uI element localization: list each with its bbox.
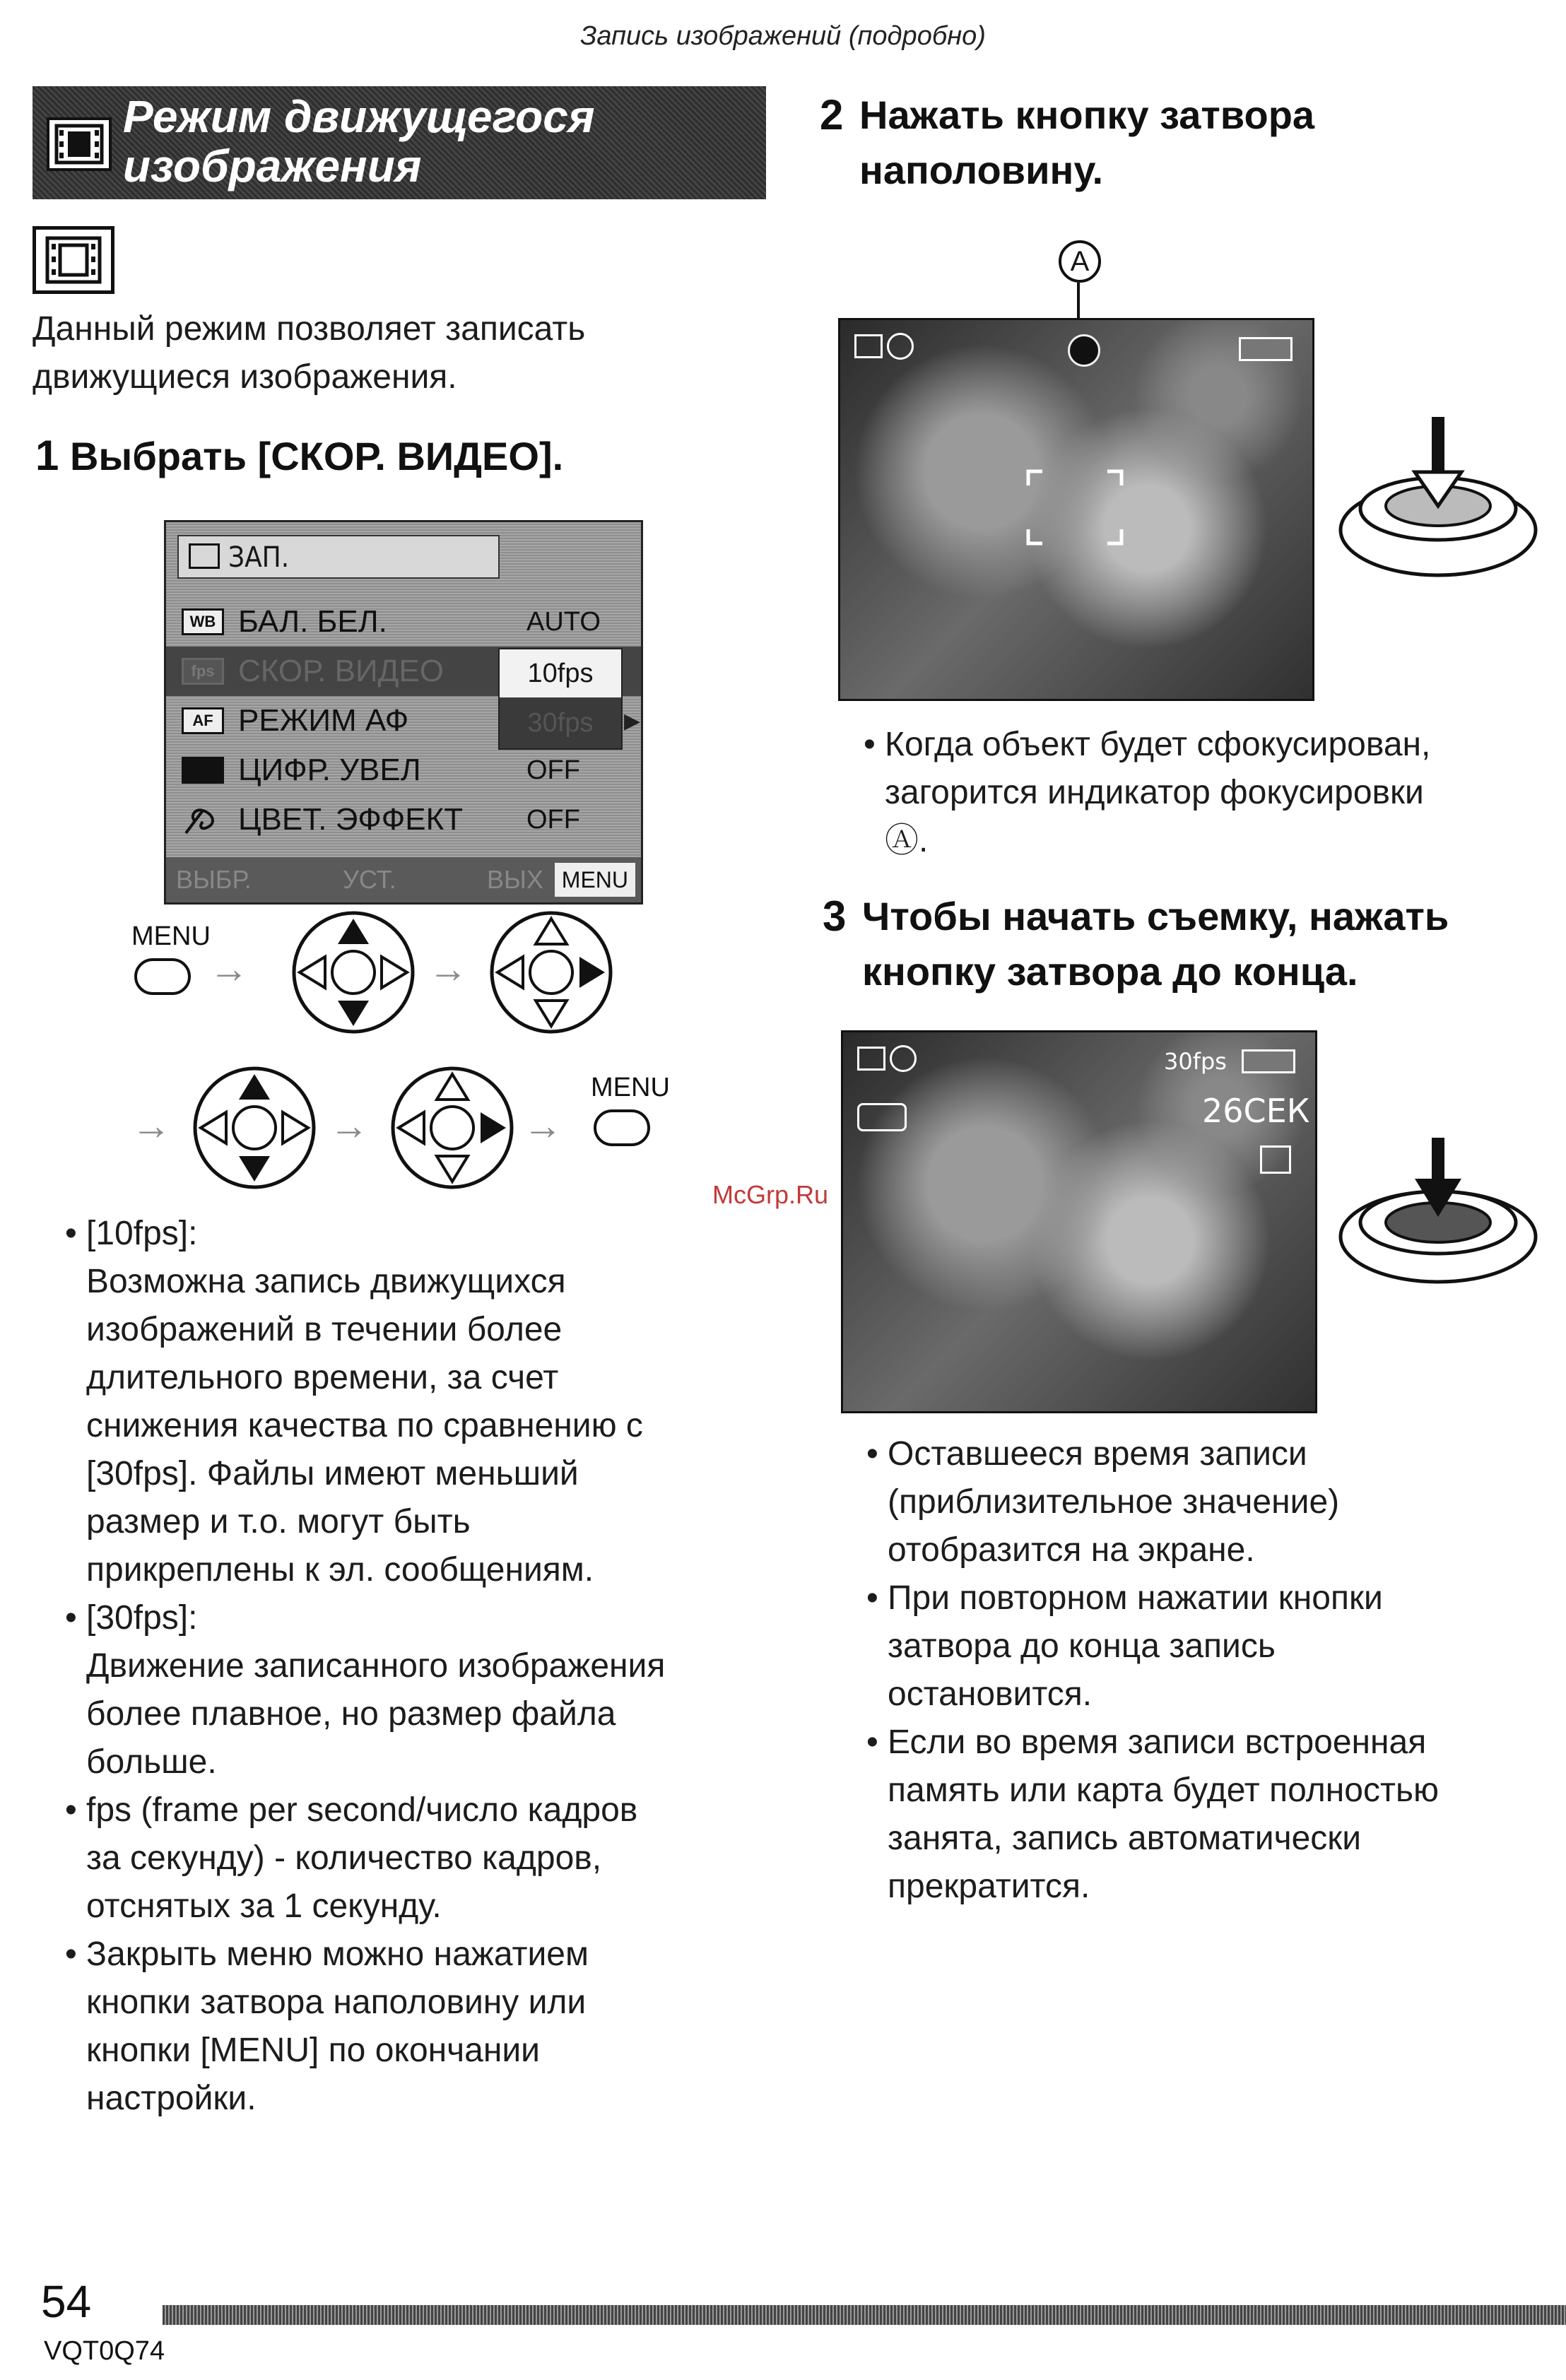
- menu-button-label-1: MENU: [131, 921, 211, 951]
- arrow-right-icon: →: [523, 1103, 563, 1148]
- camera-menu-screen: [164, 520, 643, 905]
- watermark: McGrp.Ru: [712, 1180, 829, 1209]
- menu-row-af-mode[interactable]: AF РЕЖИМ АФ: [166, 696, 641, 746]
- running-head: Запись изображений (подробно): [580, 21, 986, 51]
- step-3-heading: 3 Чтобы начать съемку, нажать кнопку затвора до конца.: [823, 892, 1449, 994]
- flash-off-icon: [890, 1045, 917, 1072]
- note-stop-recording: • При повторном нажатии кнопки затвора до конца запись остановится.: [866, 1579, 1383, 1713]
- menu-footer: ВЫБР. УСТ. ВЫХ MENU: [166, 857, 641, 902]
- menu-row-digital-zoom[interactable]: ЦИФР. УВЕЛ OFF: [166, 746, 641, 795]
- dpad-up-down-1[interactable]: [290, 909, 417, 1039]
- camera-icon: [189, 543, 220, 569]
- wb-icon: WB: [182, 608, 224, 635]
- af-frame-icon: [1025, 469, 1124, 546]
- note-remaining-time: • Оставшееся время записи (приблизительное значение) отобразится на экране.: [866, 1435, 1340, 1569]
- note-10fps: • [10fps]: Возможна запись движущихся изображений в течении более длительного времени, за счет снижения качества по сравнению с [30fps]. Файлы имеют меньший размер и т.о. могут быть прикреплены к эл. сообщениям.: [65, 1215, 643, 1589]
- note-30fps: • [30fps]: Движение записанного изображения более плавное, но размер файла больше.: [65, 1599, 666, 1781]
- preview-photo-half-press: [838, 318, 1314, 701]
- step-2-heading: 2 Нажать кнопку затвора наполовину.: [820, 91, 1315, 192]
- video-speed-dropdown[interactable]: [498, 648, 641, 750]
- fps-osd: 30fps: [1164, 1048, 1227, 1075]
- color-effect-icon: [182, 802, 224, 837]
- option-30fps[interactable]: 30fps: [500, 697, 621, 748]
- notes-left: [65, 1210, 779, 2123]
- note-focus: • Когда объект будет сфокусирован, загорится индикатор фокусировки Ⓐ.: [864, 726, 1431, 859]
- arrow-right-icon: →: [428, 946, 468, 991]
- movie-mode-osd-icon: [857, 1047, 885, 1071]
- dpad-right-2[interactable]: [389, 1064, 516, 1195]
- menu-button-2[interactable]: [594, 1109, 650, 1146]
- intro-text: Данный режим позволяет записать движущиеся изображения.: [33, 310, 586, 396]
- shutter-full-press-icon: [1336, 1138, 1541, 1297]
- menu-row-color-effect[interactable]: ЦВЕТ. ЭФФЕКТ OFF: [166, 795, 641, 844]
- marker-a: A: [1059, 240, 1101, 283]
- page-number: 54: [41, 2276, 92, 2327]
- menu-button-label-2: MENU: [591, 1073, 670, 1102]
- battery-icon: [1239, 337, 1293, 361]
- notes-step3: [866, 1430, 1552, 1911]
- section-banner: [33, 86, 766, 199]
- zoom-icon: [182, 757, 224, 784]
- shutter-half-press-icon: [1336, 417, 1541, 597]
- flash-off-icon: [887, 333, 914, 360]
- arrow-right-icon: →: [131, 1103, 171, 1148]
- step-1-heading: 1 Выбрать [СКОР. ВИДЕО].: [35, 432, 564, 479]
- battery-icon: [1242, 1049, 1295, 1073]
- menu-tab-rec[interactable]: ЗАП.: [177, 535, 500, 579]
- document-code: VQT0Q74: [44, 2336, 165, 2366]
- note-close-menu: • Закрыть меню можно нажатием кнопки затвора наполовину или кнопки [MENU] по окончании настройки.: [65, 1936, 589, 2117]
- remaining-time-osd: 26СЕК: [1202, 1092, 1310, 1130]
- internal-memory-icon: [1260, 1145, 1291, 1174]
- menu-badge: MENU: [555, 863, 635, 897]
- movie-mode-icon: [33, 226, 114, 294]
- stabilizer-icon: [857, 1103, 907, 1131]
- chevron-right-icon: ▶: [624, 709, 641, 733]
- menu-button-1[interactable]: [134, 958, 191, 995]
- dpad-right-1[interactable]: [488, 909, 615, 1039]
- menu-row-white-balance[interactable]: WB БАЛ. БЕЛ. AUTO: [166, 597, 641, 647]
- movie-mode-osd-icon: [854, 334, 883, 358]
- footer-bar: [163, 2305, 1566, 2325]
- section-title: Режим движущегося изображения: [123, 91, 595, 192]
- arrow-right-icon: →: [209, 946, 249, 991]
- menu-row-video-speed[interactable]: fps СКОР. ВИДЕО: [166, 647, 641, 696]
- film-icon: [47, 117, 112, 171]
- note-memory-full: • Если во время записи встроенная память или карта будет полностью занята, запись автоматически прекратится.: [866, 1724, 1439, 1905]
- arrow-right-icon: →: [329, 1103, 369, 1148]
- focus-indicator-icon: [1068, 334, 1100, 367]
- preview-photo-recording: [841, 1030, 1317, 1413]
- dpad-up-down-2[interactable]: [191, 1064, 318, 1195]
- option-10fps[interactable]: 10fps: [500, 649, 621, 697]
- af-icon: AF: [182, 707, 224, 734]
- note-fps-definition: • fps (frame per second/число кадров за секунду) - количество кадров, отснятых за 1 секунду.: [65, 1791, 638, 1925]
- fps-icon: fps: [182, 658, 224, 685]
